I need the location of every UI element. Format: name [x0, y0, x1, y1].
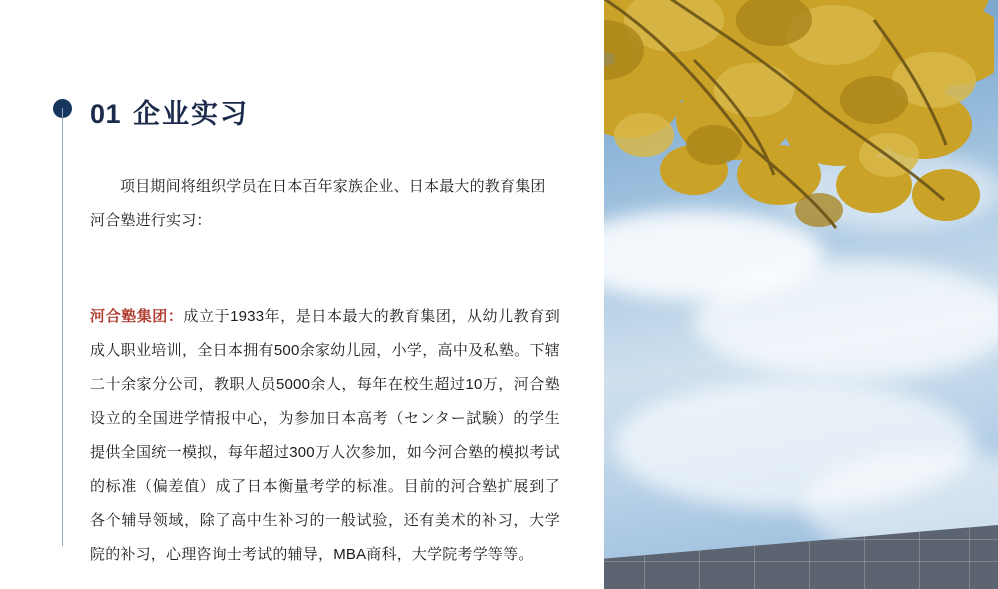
- facade-line: [699, 509, 700, 589]
- detail-text: 成立于1933年，是日本最大的教育集团，从幼儿教育到成人职业培训，全日本拥有500余家幼儿园，小学，高中及私塾。下辖二十余家分公司，教职人员5000余人，每年在校生超过10万，河合塾设立的全国进学情报中心，为参加日本高考（センター試験）的学生提供全国统一模拟，每年超过300万人次参加，如今河合塾的模拟考试的标准（偏差值）成了日本衡量考学的标准。目前的河合塾扩展到了各个辅导领域，除了高中生补习的一般试验，还有美术的补习，大学院的补习，心理咨询士考试的辅导，MBA商科，大学院考学等等。: [90, 308, 560, 563]
- ginkgo-leaves-icon: [604, 0, 994, 340]
- detail-paragraph: [90, 300, 560, 572]
- intro-paragraph: 项目期间将组织学员在日本百年家族企业、日本最大的教育集团河合塾进行实习：: [90, 178, 546, 229]
- page-title: 企业实习: [133, 99, 250, 129]
- foliage-canopy: [604, 0, 994, 320]
- section-number: 01: [90, 99, 122, 129]
- facade-line: [644, 509, 645, 589]
- facade-line: [754, 509, 755, 589]
- org-name-highlight: 河合塾集团：: [90, 308, 184, 325]
- ginkgo-tree-sky-photo: [604, 0, 998, 589]
- facade-line: [604, 561, 998, 562]
- vertical-divider: [62, 108, 63, 546]
- section-heading: [90, 92, 249, 131]
- facade-line: [604, 539, 998, 540]
- body-text-block: [90, 170, 560, 572]
